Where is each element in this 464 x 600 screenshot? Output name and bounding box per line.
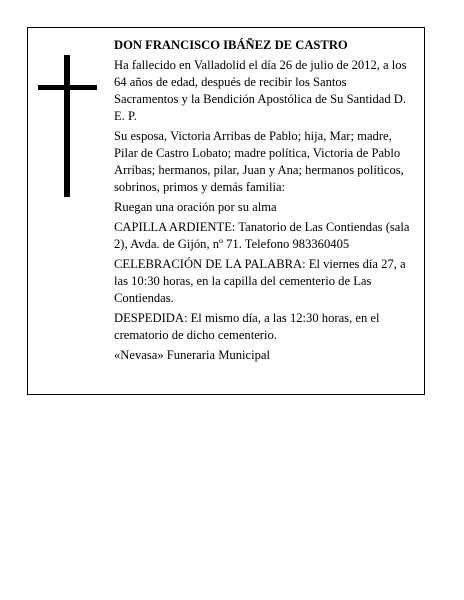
family-list: Su esposa, Victoria Arribas de Pablo; hija, Mar; madre, Pilar de Castro Lobato; madre política, Victoria de Pablo Arribas; hermanos, pilar, Juan y Ana; hermanos políticos, sobrinos, primos y demás familia:: [114, 129, 404, 194]
farewell-info: DESPEDIDA: El mismo día, a las 12:30 horas, en el crematorio de dicho cementerio.: [114, 311, 380, 342]
cross-icon: [64, 55, 70, 197]
funeral-home: «Nevasa» Funeraria Municipal: [114, 348, 270, 362]
prayer-request: Ruegan una oración por su alma: [114, 200, 277, 214]
cross-icon-crossbar: [38, 85, 97, 90]
ceremony-info: CELEBRACIÓN DE LA PALABRA: El viernes día 27, a las 10:30 horas, en la capilla del cementerio de Las Contiendas.: [114, 257, 406, 305]
obituary-text: [114, 37, 414, 367]
deceased-name: DON FRANCISCO IBÁÑEZ DE CASTRO: [114, 38, 348, 52]
death-announcement: Ha fallecido en Valladolid el día 26 de julio de 2012, a los 64 años de edad, después de recibir los Santos Sacramentos y la Bendición Apostólica de Su Santidad D. E. P.: [114, 58, 407, 123]
chapel-info: CAPILLA ARDIENTE: Tanatorio de Las Contiendas (sala 2), Avda. de Gijón, nº 71. Telefono 983360405: [114, 220, 410, 251]
